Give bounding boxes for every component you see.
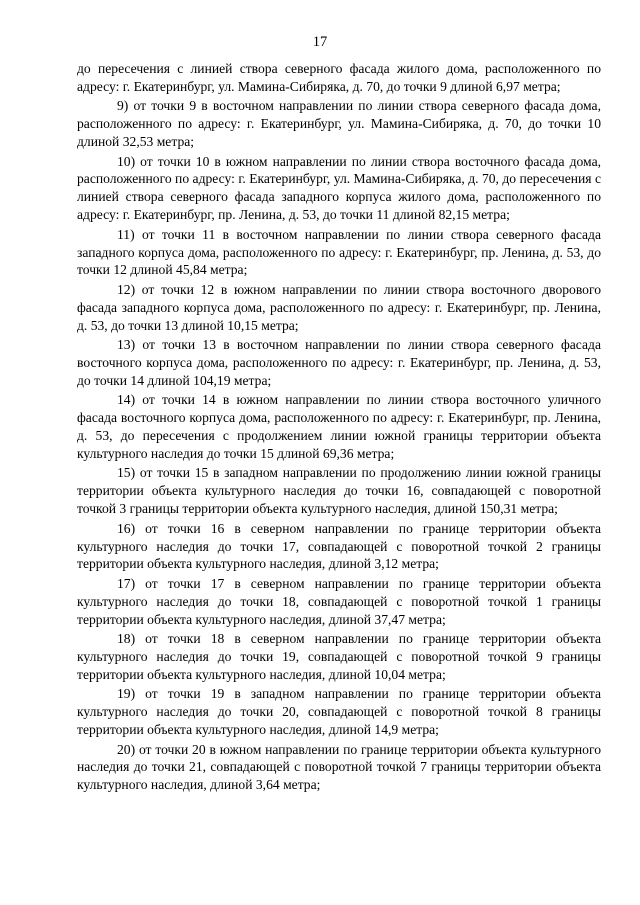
paragraph-item-9: 9) от точки 9 в восточном направлении по линии створа северного фасада дома, расположенного по адресу: г. Екатеринбург, ул. Мамина-Сибиряка, д. 70, до точки 10 длиной 32,53 метра;: [77, 98, 601, 150]
paragraph-item-11: 11) от точки 11 в восточном направлении по линии створа северного фасада западного корпуса дома, расположенного по адресу: г. Екатеринбург, пр. Ленина, д. 53, до точки 12 длиной 45,84 метра;: [77, 226, 601, 278]
paragraph-item-16: 16) от точки 16 в северном направлении по границе территории объекта культурного наследия до точки 17, совпадающей с поворотной точкой 2 границы территории объекта культурного наследия, длиной 3,12 метра;: [77, 520, 601, 572]
paragraph-item-10: 10) от точки 10 в южном направлении по линии створа восточного фасада дома, расположенного по адресу: г. Екатеринбург, ул. Мамина-Сибиряка, д. 70, до пересечения с линией створа северного фасада западного корпуса жилого дома, расположенного по адресу: г. Екатеринбург, пр. Ленина, д. 53, до точки 11 длиной 82,15 метра;: [77, 153, 601, 223]
paragraph-item-13: 13) от точки 13 в восточном направлении по линии створа северного фасада восточного корпуса дома, расположенного по адресу: г. Екатеринбург, пр. Ленина, д. 53, до точки 14 длиной 104,19 метра;: [77, 337, 601, 388]
page-number: 17: [312, 34, 328, 50]
paragraph-item-17: 17) от точки 17 в северном направлении по границе территории объекта культурного наследия до точки 18, совпадающей с поворотной точкой 1 границы территории объекта культурного наследия, длиной 37,47 метра;: [77, 575, 601, 627]
paragraph-item-19: 19) от точки 19 в западном направлении по границе территории объекта культурного наследия до точки 20, совпадающей с поворотной точкой 8 границы территории объекта культурного наследия, длиной 14,9 метра;: [77, 686, 601, 738]
paragraph-item-14: 14) от точки 14 в южном направлении по линии створа восточного уличного фасада восточного корпуса дома, расположенного по адресу: г. Екатеринбург, пр. Ленина, д. 53, до пересечения с продолжением линии южной границы территории объекта культурного наследия до точки 15 длиной 69,36 метра;: [77, 392, 601, 462]
paragraph-item-18: 18) от точки 18 в северном направлении по границе территории объекта культурного наследия до точки 19, совпадающей с поворотной точкой 9 границы территории объекта культурного наследия, длиной 10,04 метра;: [77, 631, 601, 682]
paragraph-item-15: 15) от точки 15 в западном направлении по продолжению линии южной границы территории объекта культурного наследия до точки 16, совпадающей с поворотной точкой 3 границы территории объекта культурного наследия, длиной 150,31 метра;: [77, 465, 601, 517]
paragraph-continuation: до пересечения с линией створа северного фасада жилого дома, расположенного по адресу: г. Екатеринбург, ул. Мамина-Сибиряка, д. 70, до точки 9 длиной 6,97 метра;: [77, 61, 601, 94]
paragraph-item-12: 12) от точки 12 в южном направлении по линии створа восточного дворового фасада западного корпуса дома, расположенного по адресу: г. Екатеринбург, пр. Ленина, д. 53, до точки 13 длиной 10,15 метра;: [77, 281, 601, 333]
paragraph-item-20: 20) от точки 20 в южном направлении по границе территории объекта культурного наследия до точки 21, совпадающей с поворотной точкой 7 границы территории объекта культурного наследия, длиной 3,64 метра;: [77, 741, 601, 793]
document-body: [77, 60, 601, 796]
